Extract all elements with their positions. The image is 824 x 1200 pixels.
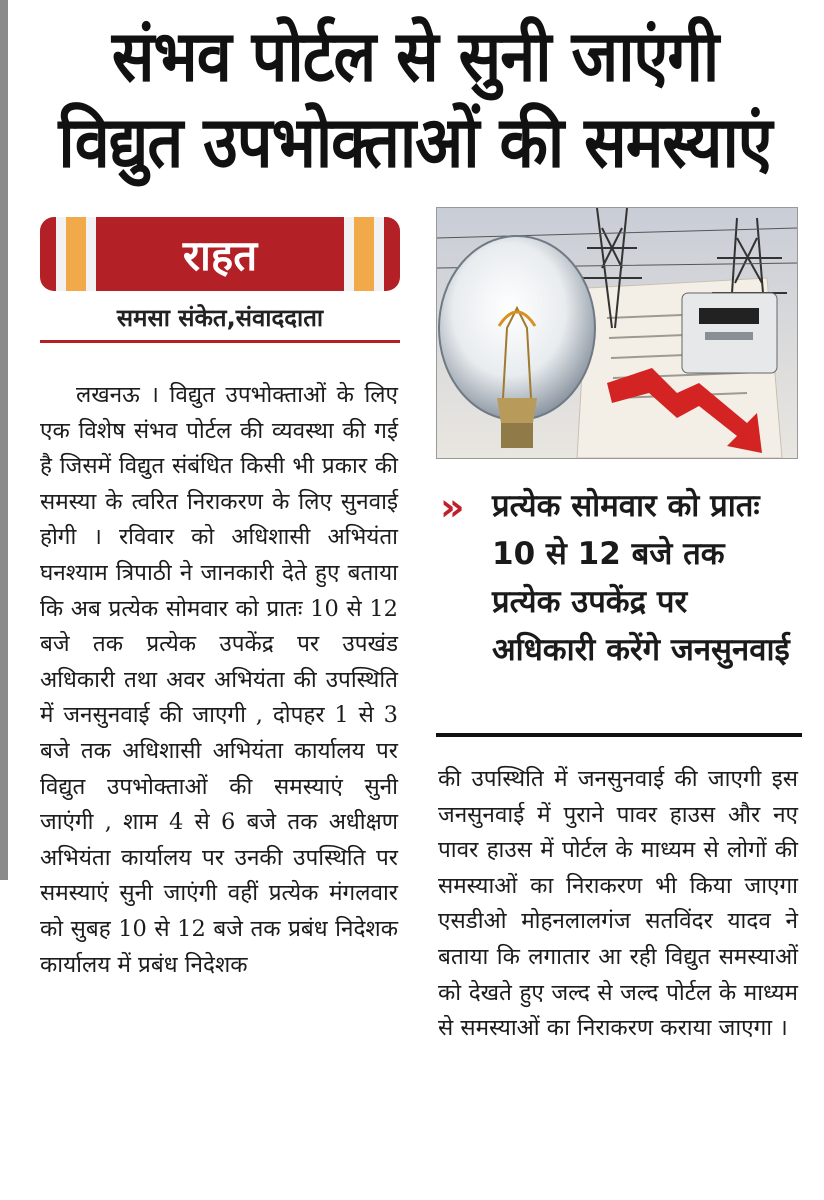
- bulb-pylon-meter-photo: [437, 208, 797, 458]
- pull-quote-text: प्रत्येक सोमवार को प्रातः 10 से 12 बजे तक प्रत्येक उपकेंद्र पर अधिकारी करेंगे जनसुनवाई: [492, 488, 790, 668]
- chevron-right-icon: »: [440, 485, 459, 529]
- section-banner: [40, 217, 400, 291]
- pull-quote-divider: [436, 733, 802, 737]
- headline-line-1: संभव पोर्टल से सुनी जाएंगी: [111, 15, 719, 98]
- byline: समसा संकेत,संवाददाता: [116, 304, 324, 332]
- banner-label: राहत: [182, 230, 258, 280]
- pull-quote: [436, 482, 796, 674]
- article-photo: [436, 207, 798, 459]
- article-body-left: लखनऊ । विद्युत उपभोक्ताओं के लिए एक विशेष संभव पोर्टल की व्यवस्था की गई है जिसमें विद्युत संबंधित किसी भी प्रकार की समस्या के त्वरित निराकरण के लिए सुनवाई होगी । रविवार को अधिशासी अभियंता घनश्याम त्रिपाठी ने जानकारी देते हुए बताया कि अब प्रत्येक सोमवार को प्रातः 10 से 12 बजे तक प्रत्येक उपकेंद्र पर उपखंड अधिकारी तथा अवर अभियंता की उपस्थिति में जनसुनवाई की जाएगी , दोपहर 1 से 3 बजे तक अधिशासी अभियंता कार्यालय पर विद्युत उपभोक्ताओं की समस्याएं सुनी जाएंगी , शाम 4 से 6 बजे तक अधीक्षण अभियंता कार्यालय पर उनकी उपस्थिति पर समस्याएं सुनी जाएंगी वहीं प्रत्येक मंगलवार को सुबह 10 से 12 बजे तक प्रबंध निदेशक कार्यालय में प्रबंध निदेशक: [40, 382, 398, 978]
- headline: [20, 14, 810, 186]
- article-body-right: की उपस्थिति में जनसुनवाई की जाएगी इस जनसुनवाई में पुराने पावर हाउस और नए पावर हाउस में पोर्टल के माध्यम से लोगों की समस्याओं का निराकरण भी किया जाएगा एसडीओ मोहनलालगंज सतविंदर यादव ने बताया कि लगातार आ रही विद्युत समस्याओं को देखते हुए जल्द से जल्द पोर्टल के माध्यम से समस्याओं का निराकरण कराया जाएगा ।: [438, 766, 798, 1042]
- page-edge-rule: [0, 0, 8, 880]
- headline-line-2: विद्युत उपभोक्ताओं की समस्याएं: [58, 101, 772, 184]
- byline-divider: [40, 340, 400, 343]
